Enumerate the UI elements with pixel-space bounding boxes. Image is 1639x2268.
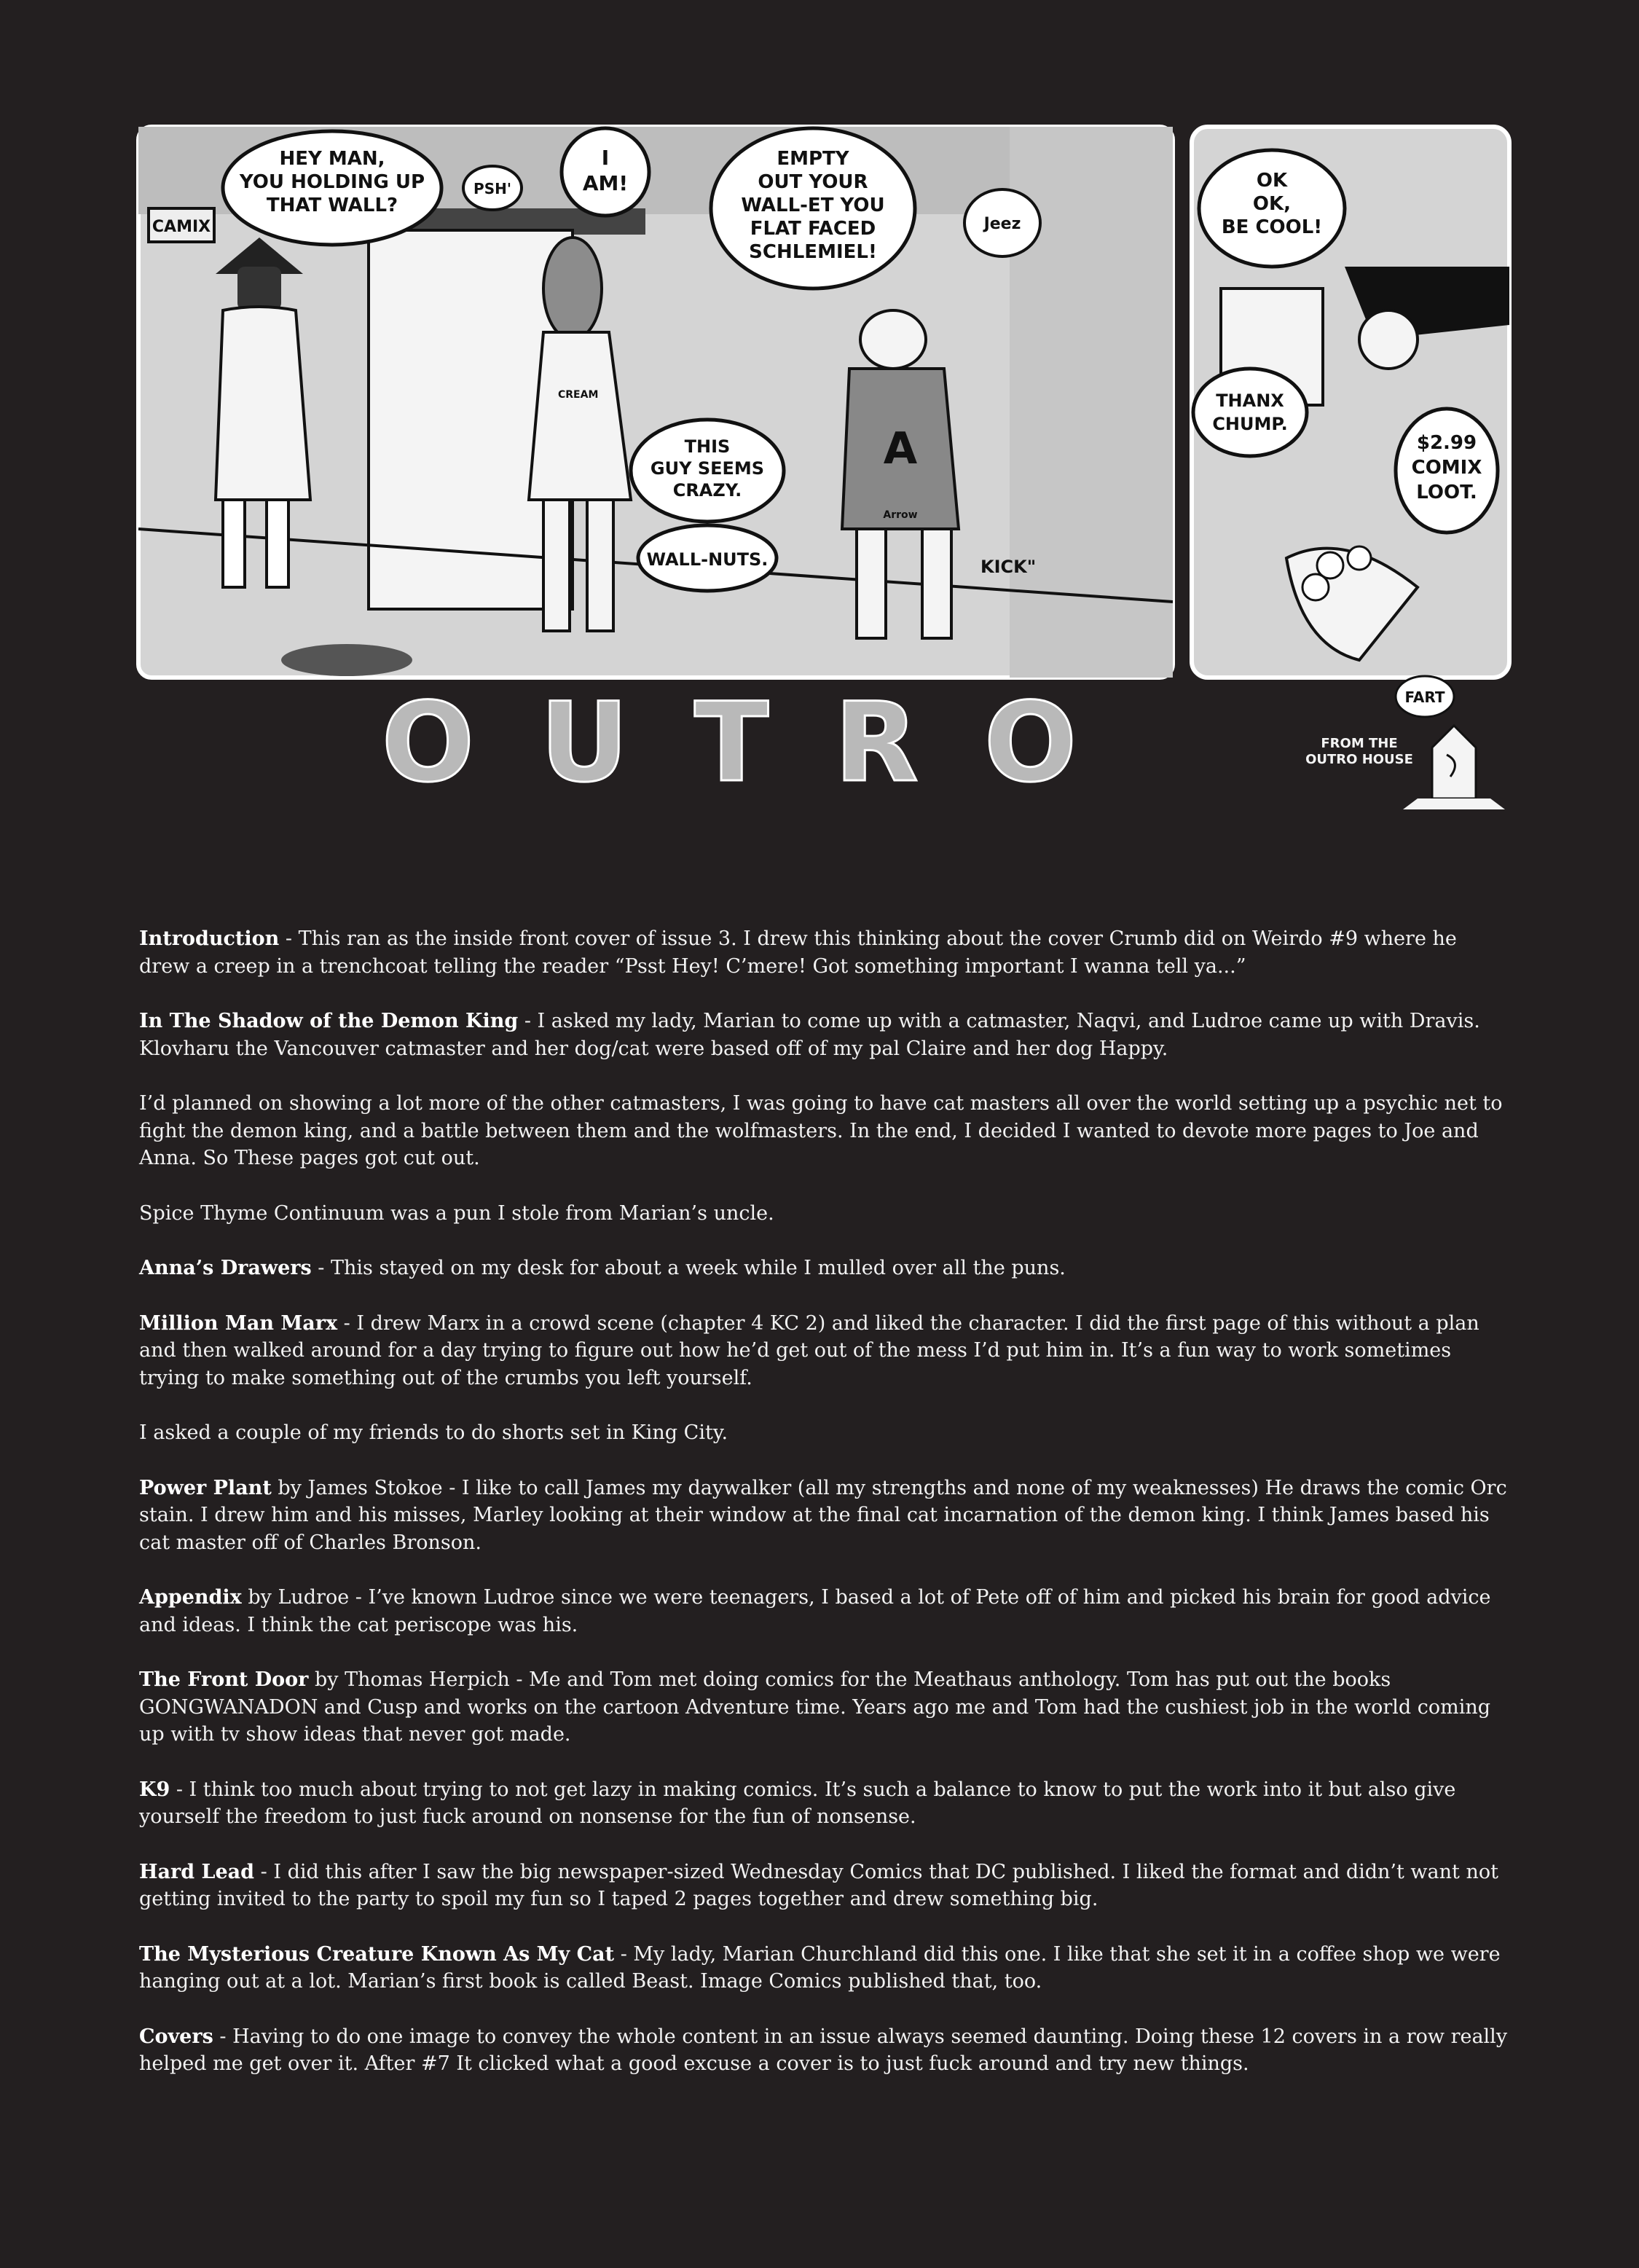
svg-text:OK,: OK, bbox=[1252, 193, 1292, 215]
note-title: Million Man Marx bbox=[139, 1311, 338, 1335]
note-paragraph bbox=[139, 1859, 1509, 1913]
note-paragraph bbox=[139, 1419, 1509, 1447]
kick-sound: KICK" bbox=[980, 557, 1037, 577]
comic-strip bbox=[135, 121, 1520, 813]
note-body: I asked a couple of my friends to do shorts set in King City. bbox=[139, 1421, 728, 1444]
svg-text:$2.99: $2.99 bbox=[1416, 432, 1477, 454]
creator-notes bbox=[139, 925, 1509, 2106]
note-title: Power Plant bbox=[139, 1476, 272, 1499]
svg-text:THAT WALL?: THAT WALL? bbox=[266, 195, 398, 216]
note-body: - I did this after I saw the big newspaper-sized Wednesday Comics that DC published. I liked the format and didn’t want not getting invited to the party to spoil my fun so I taped 2 pages together and drew something big. bbox=[139, 1860, 1498, 1910]
note-body: - I think too much about trying to not get lazy in making comics. It’s such a balance to know to put the work into it but also give yourself the freedom to just fuck around on nonsense for the fun of nonsense. bbox=[139, 1778, 1456, 1828]
fart-text: FART bbox=[1404, 688, 1445, 706]
svg-text:CRAZY.: CRAZY. bbox=[672, 480, 742, 501]
note-body: - Having to do one image to convey the whole content in an issue always seemed daunting. Doing these 12 covers in a row really helped me get over it. After #7 It clicked what a good excuse a cover is to just fuck around and try new things. bbox=[139, 2025, 1508, 2075]
panel-wallet-handoff bbox=[1192, 127, 1509, 678]
svg-text:THANX: THANX bbox=[1216, 391, 1284, 411]
bubble-thanx-chump bbox=[1193, 369, 1307, 456]
note-title: The Front Door bbox=[139, 1668, 309, 1691]
svg-text:I: I bbox=[601, 146, 610, 170]
note-paragraph bbox=[139, 1090, 1509, 1172]
note-title: Appendix bbox=[139, 1586, 242, 1609]
note-body: - This ran as the inside front cover of issue 3. I drew this thinking about the cover Crumb did on Weirdo #9 where he drew a creep in a trenchcoat telling the reader “Psst Hey! C’mere! Got something important I wanna tell ya...” bbox=[139, 927, 1457, 978]
svg-text:GUY SEEMS: GUY SEEMS bbox=[650, 458, 765, 479]
svg-text:FLAT FACED: FLAT FACED bbox=[750, 218, 876, 240]
note-title: Hard Lead bbox=[139, 1860, 255, 1883]
note-body: - This stayed on my desk for about a week while I mulled over all the puns. bbox=[311, 1257, 1066, 1279]
svg-text:AM!: AM! bbox=[582, 171, 629, 195]
note-paragraph bbox=[139, 1008, 1509, 1062]
svg-text:HEY MAN,: HEY MAN, bbox=[279, 148, 385, 170]
note-paragraph bbox=[139, 1310, 1509, 1392]
svg-text:EMPTY: EMPTY bbox=[777, 148, 849, 170]
bag-label: CREAM bbox=[558, 389, 599, 401]
note-paragraph bbox=[139, 2023, 1509, 2078]
svg-text:Jeez: Jeez bbox=[983, 215, 1021, 233]
note-body: by Thomas Herpich - Me and Tom met doing comics for the Meathaus anthology. Tom has put out the books GONGWANADON and Cusp and works on the cartoon Adventure time. Years ago me and Tom had the cushiest job in the world coming up with tv show ideas that never got made. bbox=[139, 1668, 1491, 1746]
note-paragraph bbox=[139, 1200, 1509, 1228]
svg-text:OUTRO HOUSE: OUTRO HOUSE bbox=[1305, 752, 1413, 767]
note-paragraph bbox=[139, 1666, 1509, 1749]
svg-text:LOOT.: LOOT. bbox=[1416, 482, 1477, 503]
note-paragraph bbox=[139, 1255, 1509, 1282]
svg-text:OK: OK bbox=[1256, 170, 1288, 192]
svg-text:WALL-NUTS.: WALL-NUTS. bbox=[646, 549, 769, 570]
svg-text:BE COOL!: BE COOL! bbox=[1221, 216, 1323, 238]
note-body: - I drew Marx in a crowd scene (chapter 4 KC 2) and liked the character. I did the first page of this without a plan and then walked around for a day trying to figure out how he’d get out of the mess I’d put him in. It’s a fun way to work sometimes trying to make something out of the crumbs you left yourself. bbox=[139, 1311, 1479, 1389]
note-title: In The Shadow of the Demon King bbox=[139, 1010, 519, 1032]
note-body: I’d planned on showing a lot more of the other catmasters, I was going to have cat masters all over the world setting up a psychic net to fight the demon king, and a battle between them and the wolfmasters. In the end, I decided I wanted to devote more pages to Joe and Anna. So These pages got cut out. bbox=[139, 1092, 1503, 1169]
jacket-name: Arrow bbox=[883, 509, 918, 521]
note-title: Introduction bbox=[139, 927, 280, 950]
outro-house bbox=[1305, 676, 1505, 809]
outro-title: OUTRO bbox=[381, 680, 1143, 807]
svg-text:SCHLEMIEL!: SCHLEMIEL! bbox=[749, 241, 877, 263]
note-title: Covers bbox=[139, 2025, 213, 2048]
panel-street-scene bbox=[138, 127, 1173, 678]
note-title: K9 bbox=[139, 1778, 170, 1801]
svg-text:WALL-ET YOU: WALL-ET YOU bbox=[741, 195, 885, 216]
note-title: The Mysterious Creature Known As My Cat bbox=[139, 1942, 615, 1966]
svg-text:OUT YOUR: OUT YOUR bbox=[758, 171, 868, 193]
note-paragraph bbox=[139, 1584, 1509, 1639]
svg-text:PSH': PSH' bbox=[473, 180, 511, 197]
svg-text:FROM THE: FROM THE bbox=[1321, 736, 1398, 751]
note-body: by Ludroe - I’ve known Ludroe since we were teenagers, I based a lot of Pete off of him and picked his brain for good advice and ideas. I think the cat periscope was his. bbox=[139, 1586, 1491, 1636]
note-paragraph bbox=[139, 1941, 1509, 1996]
camix-sign: CAMIX bbox=[152, 218, 211, 236]
svg-text:YOU HOLDING UP: YOU HOLDING UP bbox=[239, 171, 425, 193]
note-body: - My lady, Marian Churchland did this one. I like that she set it in a coffee shop we were hanging out at a lot. Marian’s first book is called Beast. Image Comics published that, too. bbox=[139, 1942, 1501, 1993]
note-paragraph bbox=[139, 1776, 1509, 1831]
svg-text:A: A bbox=[883, 423, 918, 474]
svg-text:THIS: THIS bbox=[684, 436, 731, 457]
note-paragraph bbox=[139, 925, 1509, 980]
note-body: Spice Thyme Continuum was a pun I stole from Marian’s uncle. bbox=[139, 1201, 774, 1225]
svg-text:CHUMP.: CHUMP. bbox=[1212, 414, 1288, 434]
comic-illustration bbox=[135, 121, 1520, 813]
note-body: - I asked my lady, Marian to come up with a catmaster, Naqvi, and Ludroe came up with Dravis. Klovharu the Vancouver catmaster and her dog/cat were based off of my pal Claire and her dog Happy. bbox=[139, 1010, 1480, 1060]
svg-text:COMIX: COMIX bbox=[1411, 457, 1482, 479]
note-paragraph bbox=[139, 1475, 1509, 1557]
note-title: Anna’s Drawers bbox=[139, 1257, 312, 1279]
note-body: by James Stokoe - I like to call James my daywalker (all my strengths and none of my weaknesses) He draws the comic Orc stain. I drew him and his misses, Marley looking at their window at the final cat incarnation of the demon king. I think James based his cat master off of Charles Bronson. bbox=[139, 1476, 1507, 1554]
